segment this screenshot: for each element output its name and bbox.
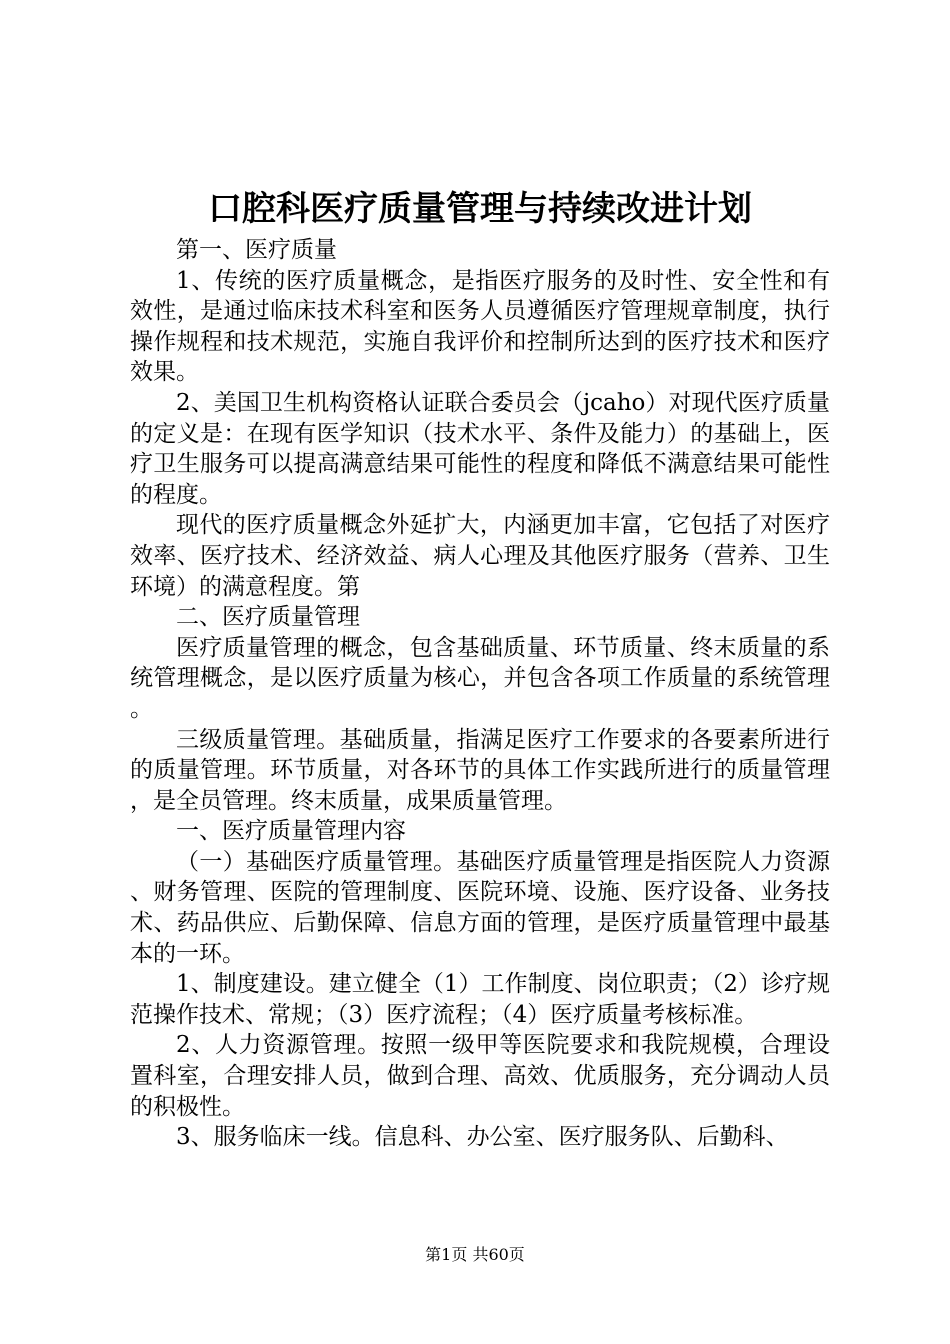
document-body [130, 235, 830, 1153]
section-heading: 一、医疗质量管理内容 [176, 818, 406, 845]
paragraph: 2、美国卫生机构资格认证联合委员会（jcaho）对现代医疗质量的定义是：在现有医学知识（技术水平、条件及能力）的基础上，医疗卫生服务可以提高满意结果可能性的程度和降低不满意结果可能性的程度。 [130, 389, 830, 508]
paragraph: 现代的医疗质量概念外延扩大，内涵更加丰富，它包括了对医疗效率、医疗技术、经济效益、病人心理及其他医疗服务（营养、卫生环境）的满意程度。第 [130, 512, 830, 600]
document-title: 口腔科医疗质量管理与持续改进计划 [208, 189, 752, 229]
paragraph: 三级质量管理。基础质量，指满足医疗工作要求的各要素所进行的质量管理。环节质量，对各环节的具体工作实践所进行的质量管理，是全员管理。终末质量，成果质量管理。 [130, 726, 830, 814]
paragraph: 1、制度建设。建立健全（1）工作制度、岗位职责；（2）诊疗规范操作技术、常规；（3）医疗流程；（4）医疗质量考核标准。 [130, 971, 830, 1028]
section-heading: 二、医疗质量管理 [176, 604, 360, 631]
paragraph: 2、人力资源管理。按照一级甲等医院要求和我院规模，合理设置科室，合理安排人员，做到合理、高效、优质服务，充分调动人员的积极性。 [130, 1032, 830, 1120]
section-heading: 第一、医疗质量 [176, 237, 337, 263]
page-number-footer: 第1页 共60页 [425, 1245, 525, 1264]
paragraph: 医疗质量管理的概念，包含基础质量、环节质量、终末质量的系统管理概念，是以医疗质量为核心，并包含各项工作质量的系统管理。 [130, 634, 830, 722]
paragraph: 1、传统的医疗质量概念，是指医疗服务的及时性、安全性和有效性，是通过临床技术科室和医务人员遵循医疗管理规章制度，执行操作规程和技术规范，实施自我评价和控制所达到的医疗技术和医疗效果。 [130, 267, 830, 386]
paragraph: 3、服务临床一线。信息科、办公室、医疗服务队、后勤科、 [176, 1124, 789, 1151]
paragraph: （一）基础医疗质量管理。基础医疗质量管理是指医院人力资源、财务管理、医院的管理制度、医院环境、设施、医疗设备、业务技术、药品供应、后勤保障、信息方面的管理，是医疗质量管理中最基本的一环。 [130, 848, 830, 967]
